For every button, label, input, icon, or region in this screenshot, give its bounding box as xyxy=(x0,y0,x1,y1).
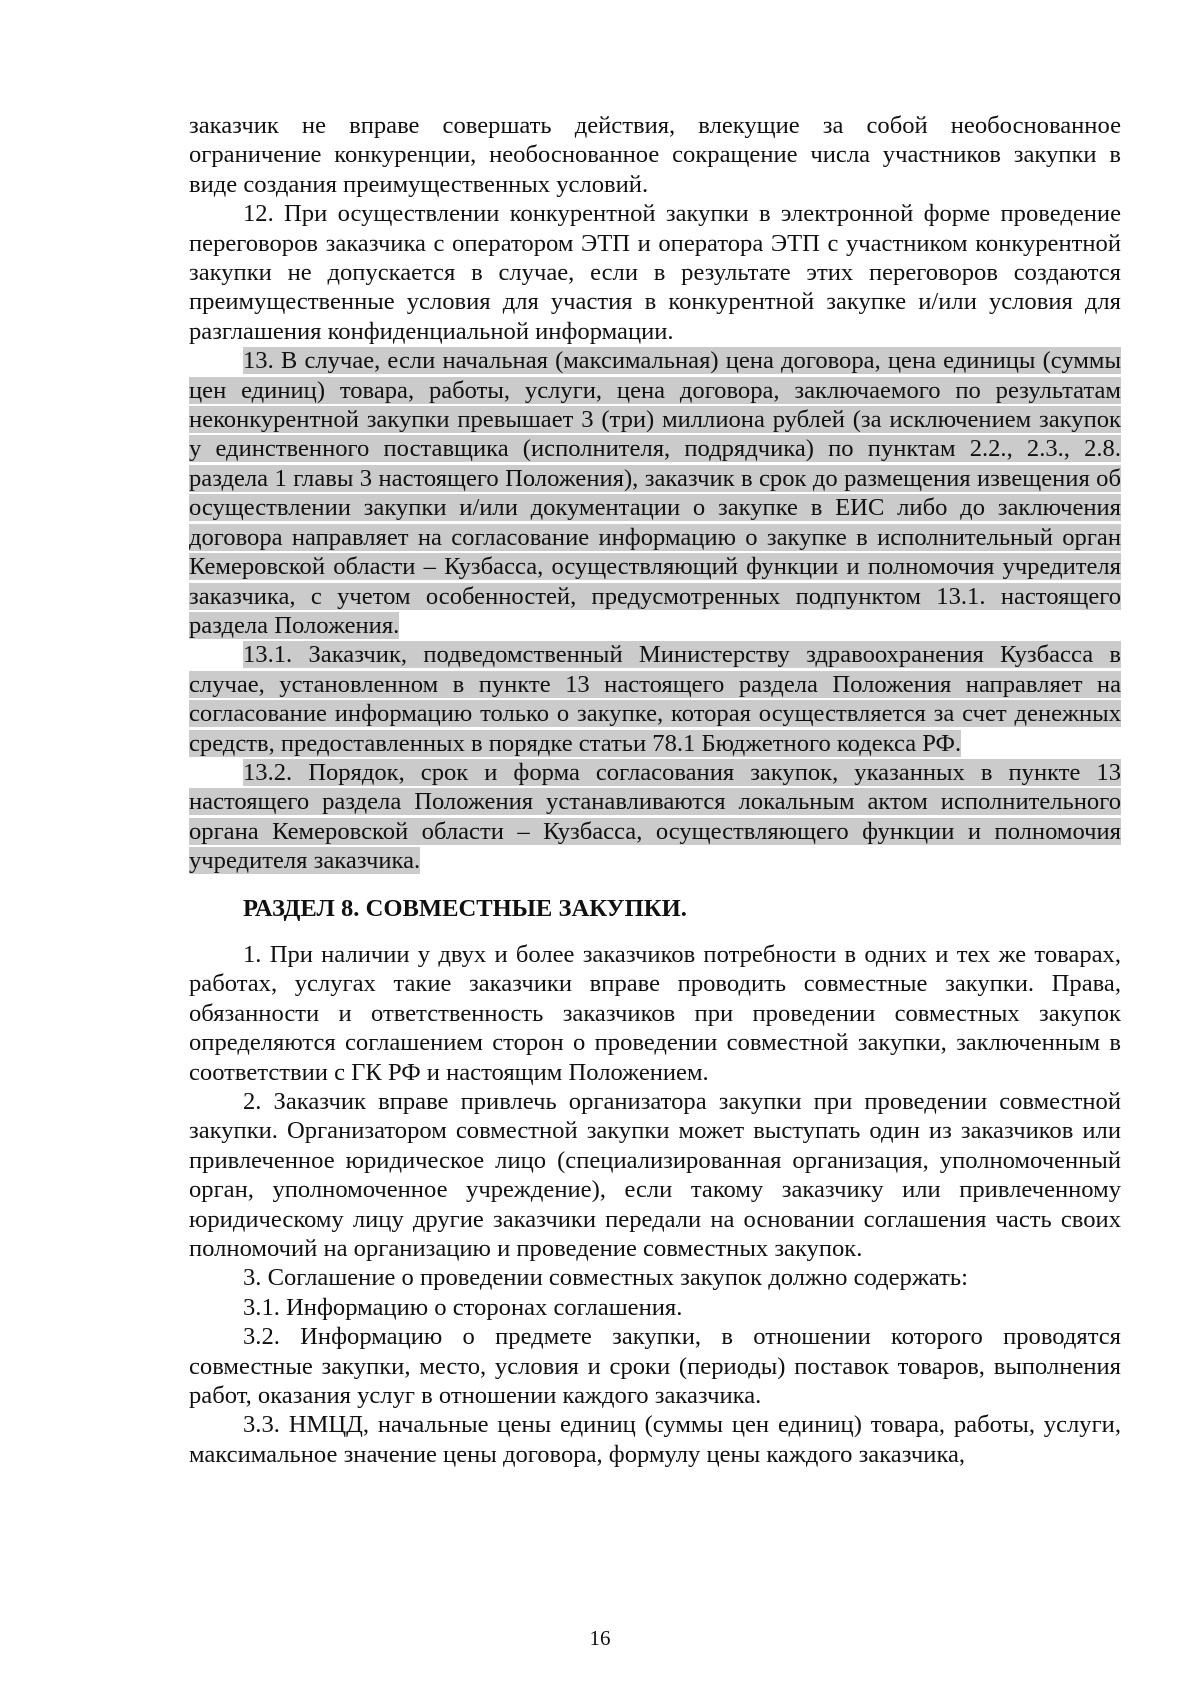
highlighted-text: 13.1. Заказчик, подведомственный Министерству здравоохранения Кузбасса в случае, установленном в пункте 13 настоящего раздела Положения направляет на согласование информацию только о закупке, которая осуществляется за счет денежных средств, предоставленных в порядке статьи 78.1 Бюджетного кодекса РФ. xyxy=(189,641,1121,757)
section-heading: РАЗДЕЛ 8. СОВМЕСТНЫЕ ЗАКУПКИ. xyxy=(243,894,687,922)
section-paragraph-3 xyxy=(189,1263,1121,1292)
document-page xyxy=(189,111,1121,1469)
section-paragraph-2 xyxy=(189,1087,1121,1263)
paragraph-text: 12. При осуществлении конкурентной закупки в электронной форме проведение переговоров заказчика с оператором ЭТП и оператора ЭТП с участником конкурентной закупки не допускается в случае, если в результате этих переговоров создаются преимущественные условия для участия в конкурентной закупке и/или условия для разглашения конфиденциальной информации. xyxy=(189,200,1121,345)
section-paragraph-3-3 xyxy=(189,1410,1121,1469)
page-number: 16 xyxy=(589,1626,611,1650)
paragraph-text: 1. При наличии у двух и более заказчиков потребности в одних и тех же товарах, работах, услугах такие заказчики вправе проводить совместные закупки. Права, обязанности и ответственность заказчиков при проведении совместных закупок определяются соглашением сторон о проведении совместной закупки, заключенным в соответствии с ГК РФ и настоящим Положением. xyxy=(189,940,1121,1086)
paragraph-text: 3.1. Информацию о сторонах соглашения. xyxy=(243,1293,683,1321)
paragraph-13-1 xyxy=(189,640,1121,758)
paragraph-continuation xyxy=(189,111,1121,199)
paragraph-12 xyxy=(189,199,1121,346)
paragraph-text: заказчик не вправе совершать действия, влекущие за собой необоснованное ограничение конкуренции, необоснованное сокращение числа участников закупки в виде создания преимущественных условий. xyxy=(189,112,1121,198)
paragraph-text: 3.2. Информацию о предмете закупки, в отношении которого проводятся совместные закупки, место, условия и сроки (периоды) поставок товаров, выполнения работ, оказания услуг в отношении каждого заказчика. xyxy=(189,1323,1121,1410)
highlighted-text: 13. В случае, если начальная (максимальная) цена договора, цена единицы (суммы цен единиц) товара, работы, услуги, цена договора, заключаемого по результатам неконкурентной закупки превышает 3 (три) миллиона рублей (за исключением закупок у единственного поставщика (исполнителя, подрядчика) по пунктам 2.2., 2.3., 2.8. раздела 1 главы 3 настоящего Положения), заказчик в срок до размещения извещения об осуществлении закупки и/или документации о закупке в ЕИС либо до заключения договора направляет на согласование информацию о закупке в исполнительный орган Кемеровской области – Кузбасса, осуществляющий функции и полномочия учредителя заказчика, с учетом особенностей, предусмотренных подпунктом 13.1. настоящего раздела Положения. xyxy=(189,347,1121,639)
paragraph-text: 3.3. НМЦД, начальные цены единиц (суммы цен единиц) товара, работы, услуги, максимальное значение цены договора, формулу цены каждого заказчика, xyxy=(189,1411,1121,1468)
highlighted-text: 13.2. Порядок, срок и форма согласования закупок, указанных в пункте 13 настоящего раздела Положения устанавливаются локальным актом исполнительного органа Кемеровской области – Кузбасса, осуществляющего функции и полномочия учредителя заказчика. xyxy=(189,758,1121,875)
section-paragraph-3-2 xyxy=(189,1322,1121,1410)
section-paragraph-1 xyxy=(189,940,1121,1087)
paragraph-text: 2. Заказчик вправе привлечь организатора закупки при проведении совместной закупки. Организатором совместной закупки может выступать один из заказчиков или привлеченное юридическое лицо (специализированная организация, уполномоченный орган, уполномоченное учреждение), если такому заказчику или привлеченному юридическому лицу другие заказчики передали на основании соглашения часть своих полномочий на организацию и проведение совместных закупок. xyxy=(189,1088,1121,1263)
paragraph-text: 3. Соглашение о проведении совместных закупок должно содержать: xyxy=(243,1264,968,1292)
paragraph-13-2 xyxy=(189,758,1121,876)
section-paragraph-3-1 xyxy=(189,1293,1121,1322)
paragraph-13 xyxy=(189,346,1121,640)
